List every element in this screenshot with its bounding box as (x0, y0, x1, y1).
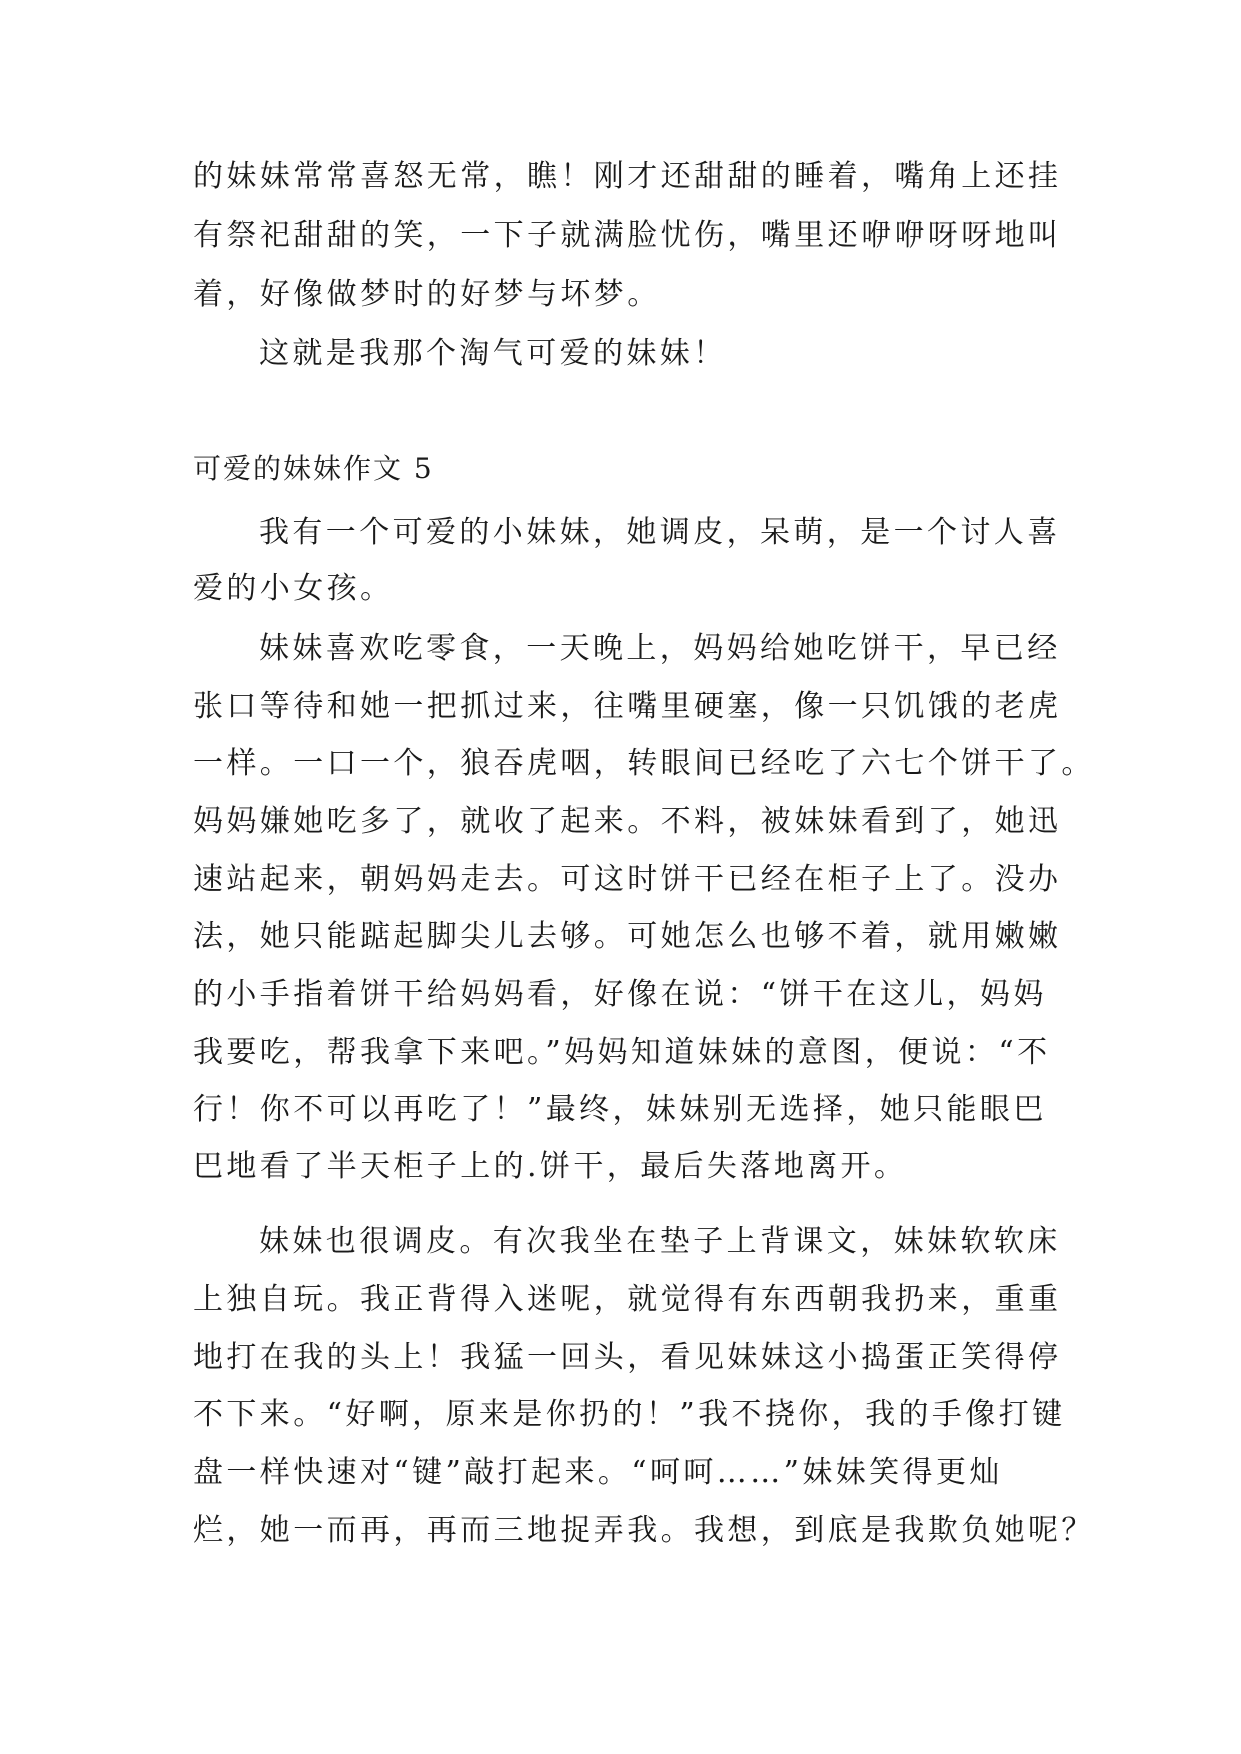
paragraph-line: 这就是我那个淘气可爱的妹妹！ (259, 336, 727, 371)
paragraph-line: 速站起来，朝妈妈走去。可这时饼干已经在柜子上了。没办 (193, 862, 1062, 897)
paragraph-line: 有祭祀甜甜的笑，一下子就满脸忧伤，嘴里还咿咿呀呀地叫 (193, 218, 1062, 253)
paragraph-line: 着，好像做梦时的好梦与坏梦。 (193, 277, 661, 312)
paragraph-line: 地打在我的头上！我猛一回头，看见妹妹这小捣蛋正笑得停 (193, 1340, 1062, 1375)
paragraph-line: 妈妈嫌她吃多了，就收了起来。不料，被妹妹看到了，她迅 (193, 804, 1062, 839)
paragraph-line: 盘一样快速对“键”敲打起来。“呵呵……”妹妹笑得更灿 (193, 1455, 1003, 1490)
paragraph-line: 法，她只能踮起脚尖儿去够。可她怎么也够不着，就用嫩嫩 (193, 919, 1062, 954)
paragraph-line: 我要吃，帮我拿下来吧。”妈妈知道妹妹的意图，便说：“不 (193, 1035, 1051, 1070)
paragraph-line: 行！你不可以再吃了！”最终，妹妹别无选择，她只能眼巴 (193, 1092, 1047, 1127)
paragraph-line: 张口等待和她一把抓过来，往嘴里硬塞，像一只饥饿的老虎 (193, 689, 1062, 724)
paragraph-line: 爱的小女孩。 (193, 571, 394, 606)
paragraph-line: 巴地看了半天柜子上的.饼干，最后失落地离开。 (193, 1149, 908, 1184)
paragraph-line: 上独自玩。我正背得入迷呢，就觉得有东西朝我扔来，重重 (193, 1282, 1062, 1317)
paragraph-line: 的妹妹常常喜怒无常，瞧！刚才还甜甜的睡着，嘴角上还挂 (193, 159, 1062, 194)
paragraph-line: 我有一个可爱的小妹妹，她调皮，呆萌，是一个讨人喜 (259, 515, 1061, 550)
paragraph-line: 烂，她一而再，再而三地捉弄我。我想，到底是我欺负她呢？ (193, 1513, 1095, 1548)
paragraph-line: 妹妹喜欢吃零食，一天晚上，妈妈给她吃饼干，早已经 (259, 631, 1061, 666)
paragraph-line: 的小手指着饼干给妈妈看，好像在说：“饼干在这儿，妈妈 (193, 977, 1047, 1012)
paragraph-line: 妹妹也很调皮。有次我坐在垫子上背课文，妹妹软软床 (259, 1224, 1061, 1259)
paragraph-line: 一样。一口一个，狼吞虎咽，转眼间已经吃了六七个饼干了。 (193, 746, 1095, 781)
paragraph-line: 不下来。“好啊，原来是你扔的！”我不挠你，我的手像打键 (193, 1397, 1066, 1432)
section-title: 可爱的妹妹作文 5 (193, 452, 434, 485)
